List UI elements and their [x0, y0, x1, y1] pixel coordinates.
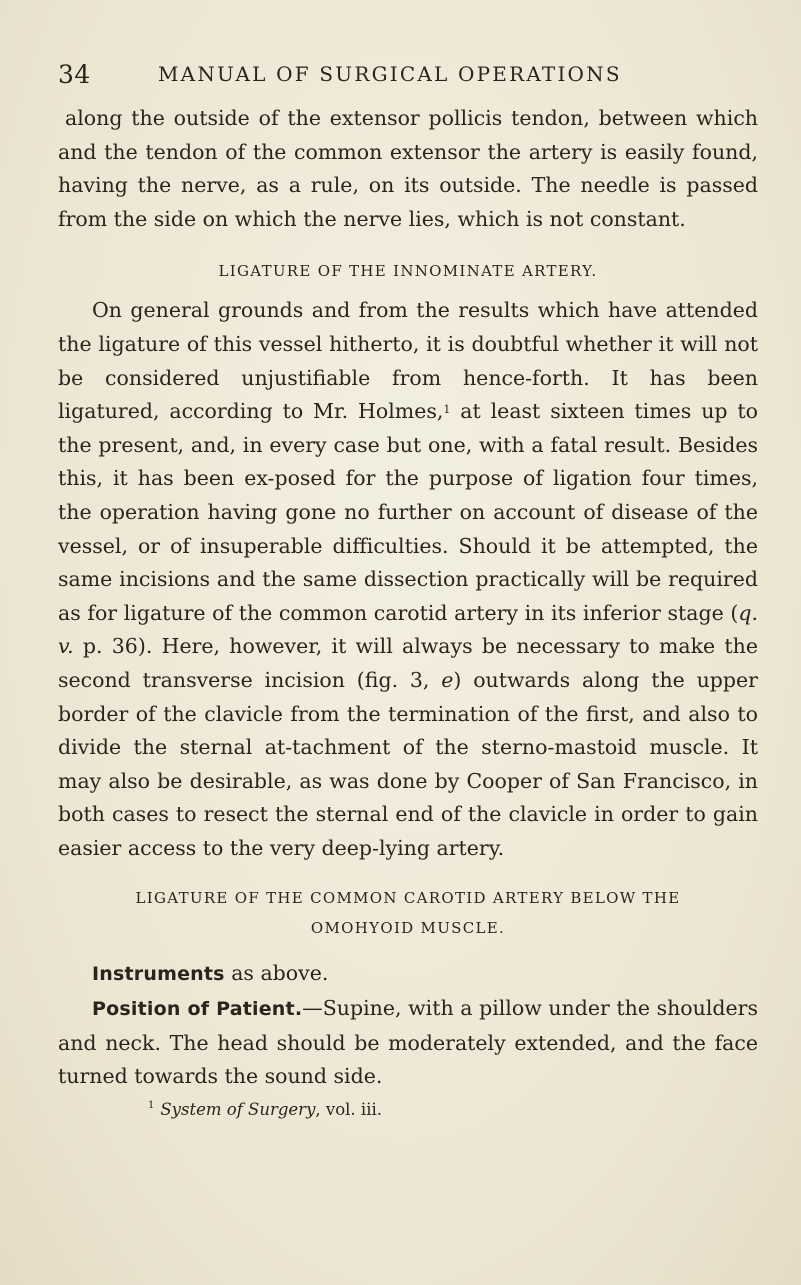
footnote-rest: , vol. iii. — [315, 1099, 382, 1119]
innominate-paragraph — [58, 294, 758, 865]
section-heading-carotid — [58, 883, 758, 943]
position-text: —Supine, with a pillow under the shoulders and neck. The head should be moderately extended, and the face turned towards the sound side. — [58, 996, 758, 1089]
instruments-label: Instruments — [92, 963, 225, 986]
innominate-text-1: On general grounds and from the results which have attended the ligature of this vessel hitherto, it is doubtful whether it will not be considered unjustifiable from hence-forth. It has been ligatured, according to Mr. Holmes, — [58, 298, 758, 424]
innominate-text-3: p. 36). Here, however, it will always be necessary to make the second transverse incision (fig. 3, — [58, 634, 758, 692]
position-paragraph — [58, 992, 758, 1094]
running-title: MANUAL OF SURGICAL OPERATIONS — [158, 62, 622, 86]
running-head — [58, 58, 758, 98]
position-label: Position of Patient. — [92, 998, 303, 1021]
book-page — [58, 58, 758, 1119]
footnote-title: System of Surgery — [160, 1099, 316, 1119]
innominate-text-4: ) outwards along the upper border of the clavicle from the termination of the first, and also to divide the sternal at-tachment of the sterno-mastoid muscle. It may also be desirable, as was done by Cooper of San Francisco, in both cases to resect the sternal end of the clavicle in order to gain easier access to the very deep-lying artery. — [58, 667, 758, 860]
section-heading-carotid-line-1: LIGATURE OF THE COMMON CAROTID ARTERY BELOW THE — [135, 889, 681, 908]
footnote — [58, 1100, 758, 1119]
figure-letter: e — [441, 667, 454, 692]
section-heading-innominate: LIGATURE OF THE INNOMINATE ARTERY. — [218, 262, 598, 281]
section-heading-carotid-line-2: OMOHYOID MUSCLE. — [310, 919, 506, 938]
page-number: 34 — [58, 60, 91, 89]
innominate-text-2: at least sixteen times up to the present, and, in every case but one, with a fatal result. Besides this, it has been ex-posed for the purpose of ligation four times, the operation having gone no further on account of disease of the vessel, or of insuperable difficulties. Should it be attempted, the same incisions and the same dissection practically will be required as for ligature of the common carotid artery in its inferior stage ( — [58, 399, 758, 625]
instruments-paragraph — [58, 957, 758, 992]
footnote-mark: 1 — [148, 1099, 155, 1111]
footnote-reference: 1 — [443, 403, 451, 417]
quod-vide: q. v. — [58, 600, 758, 659]
instruments-text: as above. — [224, 961, 329, 986]
intro-paragraph: along the outside of the extensor pollicis tendon, between which and the tendon of the common extensor the artery is easily found, having the nerve, as a rule, on its outside. The needle is passed from the side on which the nerve lies, which is not constant. — [58, 106, 758, 231]
